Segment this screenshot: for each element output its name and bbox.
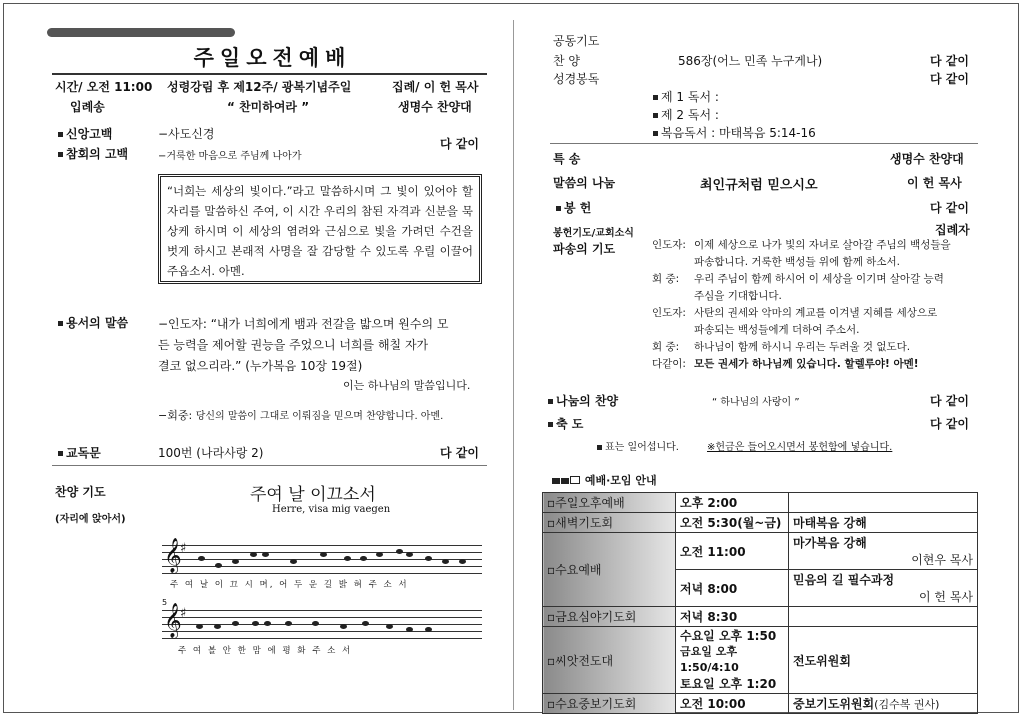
sending-label: 파송의 기도: [553, 242, 616, 256]
repent-label: 참회의 고백: [66, 147, 129, 161]
schedule-time: 저녁 8:00: [676, 570, 789, 607]
sending-text: 모든 권세가 하나님께 있습니다. 할렐루야! 아멘!: [694, 358, 919, 370]
bullet-icon: [556, 206, 561, 211]
sending-text: 하나님이 함께 하시니 우리는 두려울 것 없도다.: [694, 341, 911, 353]
schedule-desc: 전도위원회: [789, 627, 978, 694]
table-row: [543, 493, 978, 513]
stand-note: [597, 438, 679, 453]
confession-box: “너희는 세상의 빛이다.”라고 말씀하시며 그 빛이 있어야 할 자리를 말씀하신 주여, 이 시간 우리의 참된 자격과 신분을 묵상케 하시며 이 세상의 염려와 근심으로 빛을 가려던 수건을 벗게 하시고 본래적 사명을 잘 감당할 수 있도록 우릴 이끌어 주옵소서. 아멘.: [158, 174, 482, 284]
pardon-line-2: 든 능력을 제어할 권능을 주었으니 너희를 해칠 자가: [158, 338, 429, 352]
schedule-desc: 믿음의 길 필수과정 이 헌 목사: [789, 570, 978, 607]
reading-1: [653, 88, 719, 105]
section-rule: [550, 143, 978, 144]
music-note: [264, 621, 271, 626]
offering-row: [556, 199, 591, 216]
sending-speaker: 인도자:: [652, 239, 686, 251]
repent-row: [58, 145, 128, 162]
entrance-choir: 생명수 찬양대: [398, 100, 472, 114]
schedule-name: ▫수요예배: [543, 533, 676, 607]
reading-3: [653, 124, 816, 141]
pardon-row: [58, 314, 128, 331]
legend-icon: [570, 476, 580, 484]
offering-label: 봉 헌: [564, 201, 592, 215]
faith-item: −사도신경: [158, 127, 215, 141]
sermon-title: 최인규처럼 믿으시오: [700, 178, 818, 193]
schedule-name: ▫새벽기도회: [543, 513, 676, 533]
music-note: [344, 556, 351, 561]
officiant: 집례자: [935, 223, 970, 237]
stand-note-text: 표는 일어섭니다.: [605, 442, 679, 453]
music-note: [340, 624, 347, 629]
pardon-line-3: 결코 없으리라.” (누가복음 10장 19절): [158, 359, 363, 373]
entrance-label: 입례송: [70, 100, 105, 114]
pardon-end: 이는 하나님의 말씀입니다.: [343, 379, 471, 392]
bullet-icon: [58, 451, 63, 456]
bullet-icon: [653, 95, 658, 100]
hymn-item: 100번 (나라사랑 2): [158, 446, 264, 460]
music-staff: [162, 545, 482, 577]
schedule-name: ▫금요심야기도회: [543, 607, 676, 627]
bullet-icon: [653, 113, 658, 118]
section-rule: [52, 465, 487, 466]
pardon-people-row: [158, 407, 443, 423]
music-note: [250, 552, 257, 557]
treble-clef-icon: 𝄞: [164, 538, 182, 573]
sending-line: [652, 322, 951, 339]
music-note: [442, 559, 449, 564]
music-note: [362, 621, 369, 626]
sending-text: 파송되는 백성들에게 더하여 주소서.: [694, 324, 860, 336]
music-note: [232, 559, 239, 564]
music-note: [312, 621, 319, 626]
sharing-row: [548, 392, 618, 409]
hymn-row: [58, 444, 101, 461]
schedule-heading: [552, 472, 657, 488]
table-row: [543, 694, 978, 714]
reading-2: [653, 106, 719, 123]
sharp-icon: ♯: [180, 606, 187, 621]
table-row: [543, 533, 978, 570]
pardon-people-text: 당신의 말씀이 그대로 이뤄짐을 믿으며 찬양합니다. 아멘.: [195, 411, 444, 422]
music-note: [196, 624, 203, 629]
sending-text: 이제 세상으로 나가 빛의 자녀로 살아갈 주님의 백성들을: [694, 239, 951, 251]
together-label: 다 같이: [930, 201, 969, 215]
music-note: [406, 627, 413, 632]
music-note: [459, 559, 466, 564]
legend-icon: [552, 478, 560, 484]
table-row: [543, 627, 978, 694]
together-label: 다 같이: [440, 446, 479, 460]
sending-speaker: 회 중:: [652, 273, 680, 285]
service-info: 성령강림 후 제12주/ 광복기념주일: [167, 80, 352, 94]
together-label: 다 같이: [930, 72, 969, 86]
special-choir: 생명수 찬양대: [890, 152, 964, 166]
sending-speaker: 회 중:: [652, 341, 680, 353]
music-note: [376, 552, 383, 557]
bullet-icon: [58, 152, 63, 157]
pardon-leader-label: −인도자:: [158, 317, 207, 331]
sending-text: 주심을 기대합니다.: [694, 290, 782, 302]
bullet-icon: [58, 321, 63, 326]
schedule-desc: 중보기도위원회(김수복 권사): [789, 694, 978, 714]
schedule-time: 오전 5:30(월~금): [676, 513, 789, 533]
sending-text: 파송합니다. 거룩한 백성들 위에 함께 하소서.: [694, 256, 900, 268]
pardon-line-1: “내가 너희에게 뱀과 전갈을 밟으며 원수의 모: [210, 317, 449, 331]
reading-2-text: 제 2 독서 :: [661, 108, 719, 122]
column-divider: [513, 20, 514, 710]
song-title: 주여 날 이끄소서: [250, 485, 376, 505]
music-note: [215, 563, 222, 568]
sermon-label: 말씀의 나눔: [553, 176, 616, 190]
page-title: 주일오전예배: [193, 46, 352, 70]
schedule-time: 수요일 오후 1:50 금요일 오후 1:50/4:10 토요일 오후 1:20: [676, 627, 789, 694]
together-label: 다 같이: [930, 394, 969, 408]
music-note: [386, 624, 393, 629]
music-note: [290, 559, 297, 564]
sending-line: [652, 339, 951, 356]
pardon-label: 용서의 말씀: [66, 316, 129, 330]
reading-1-text: 제 1 독서 :: [661, 90, 719, 104]
faith-label: 신앙고백: [66, 127, 113, 141]
music-note: [396, 549, 403, 554]
bullet-icon: [597, 445, 602, 450]
music-note: [360, 556, 367, 561]
reading-label: 성경봉독: [553, 72, 600, 86]
schedule-time: 오전 11:00: [676, 533, 789, 570]
schedule-time: 오후 2:00: [676, 493, 789, 513]
table-row: [543, 513, 978, 533]
prayer-label: 공동기도: [553, 34, 600, 48]
music-note: [262, 552, 269, 557]
top-decoration-bar: [47, 28, 235, 37]
sending-text: 사탄의 권세와 악마의 계교를 이겨낼 지혜를 세상으로: [694, 307, 938, 319]
sharp-icon: ♯: [180, 541, 187, 556]
music-note: [285, 621, 292, 626]
offering-note: ※헌금은 들어오시면서 봉헌함에 넣습니다.: [707, 442, 893, 453]
measure-number: 5: [162, 598, 168, 607]
music-note: [214, 624, 221, 629]
service-time: 시간/ 오전 11:00: [55, 80, 153, 94]
schedule-desc: 마가복음 강해 이현우 목사: [789, 533, 978, 570]
entrance-song: “ 찬미하여라 ”: [227, 100, 310, 114]
lyrics-line-1: 주 여 날 이 끄 시 며, 어 두 운 길 밝 혀 주 소 서: [170, 580, 409, 590]
sending-line: [652, 254, 951, 271]
schedule-table: [542, 492, 978, 714]
schedule-name: ▫수요중보기도회: [543, 694, 676, 714]
schedule-title: 예배·모임 안내: [584, 474, 657, 487]
sending-line: [652, 288, 951, 305]
music-note: [425, 556, 432, 561]
schedule-desc: [789, 493, 978, 513]
sending-prayer: [652, 237, 951, 373]
sermon-preacher: 이 헌 목사: [907, 176, 962, 190]
table-row: [543, 607, 978, 627]
sending-line: [652, 271, 951, 288]
music-note: [320, 552, 327, 557]
sending-line: [652, 305, 951, 322]
sending-line: [652, 356, 951, 373]
sending-speaker: 다같이:: [652, 358, 686, 370]
music-note: [252, 621, 259, 626]
sending-text: 우리 주님이 함께 하시어 이 세상을 이기며 살아갈 능력: [694, 273, 944, 285]
music-note: [425, 627, 432, 632]
title-rule: [52, 73, 487, 75]
schedule-name: ▫주일오후예배: [543, 493, 676, 513]
together-label: 다 같이: [930, 417, 969, 431]
repent-item: −거룩한 마음으로 주님께 나아가: [158, 151, 302, 162]
schedule-time: 오전 10:00: [676, 694, 789, 714]
sending-speaker: 인도자:: [652, 307, 686, 319]
bullet-icon: [548, 422, 553, 427]
treble-clef-icon: 𝄞: [164, 603, 182, 638]
schedule-desc: 마태복음 강해: [789, 513, 978, 533]
music-note: [198, 556, 205, 561]
schedule-desc: [789, 607, 978, 627]
music-note: [232, 621, 239, 626]
pardon-text: [158, 314, 448, 377]
together-label: 다 같이: [930, 54, 969, 68]
bullet-icon: [548, 399, 553, 404]
together-label: 다 같이: [440, 137, 479, 151]
offering-prayer-label: 봉헌기도/교회소식: [553, 228, 634, 239]
bullet-icon: [58, 132, 63, 137]
faith-row: [58, 125, 112, 142]
legend-icon: [561, 478, 569, 484]
reading-3-text: 복음독서 : 마태복음 5:14-16: [661, 126, 816, 140]
blessing-label: 축 도: [556, 417, 584, 431]
song-subtitle: Herre, visa mig vaegen: [272, 504, 391, 515]
music-note: [406, 552, 413, 557]
bullet-icon: [653, 131, 658, 136]
service-leader: 집례/ 이 헌 목사: [392, 80, 479, 94]
sharing-song: “ 하나님의 사랑이 ”: [712, 397, 800, 408]
right-hymn-label: 찬 양: [553, 54, 580, 68]
lyrics-line-2: 주 여 볼 안 한 맘 에 평 화 주 소 서: [178, 646, 353, 656]
praise-label: 찬양 기도: [55, 485, 106, 499]
schedule-name: ▫씨앗전도대: [543, 627, 676, 694]
schedule-time: 저녁 8:30: [676, 607, 789, 627]
pardon-people-label: −회중:: [158, 409, 193, 422]
blessing-row: [548, 415, 583, 432]
praise-note: (자리에 앉아서): [55, 514, 126, 525]
special-label: 특 송: [553, 152, 581, 166]
music-staff: [162, 610, 482, 642]
hymn-label: 교독문: [66, 446, 101, 460]
sharing-label: 나눔의 찬양: [556, 394, 619, 408]
right-hymn-item: 586장(어느 민족 누구게나): [678, 54, 823, 68]
sending-line: [652, 237, 951, 254]
